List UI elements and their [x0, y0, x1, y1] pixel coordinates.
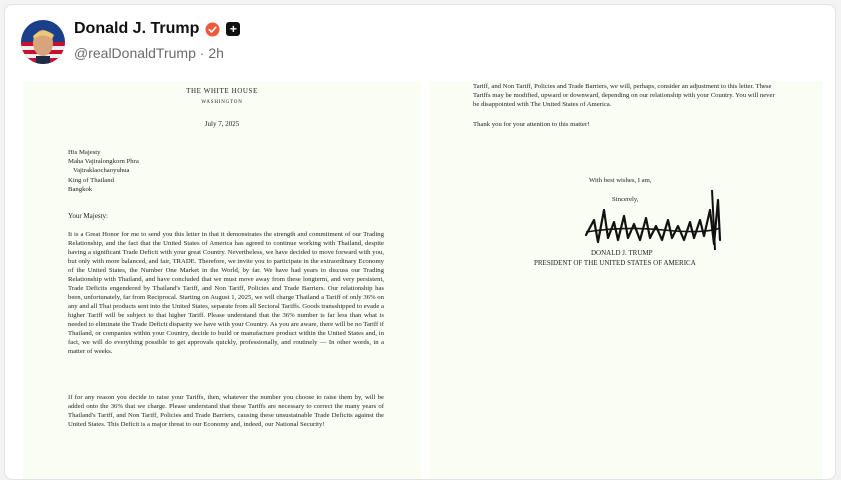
separator: · [199, 45, 205, 61]
avatar[interactable] [21, 20, 65, 64]
post-card [4, 4, 836, 480]
timestamp[interactable]: 2h [208, 45, 224, 61]
letter-paragraph-2: If for any reason you decide to raise your Tariffs, then, whatever the number you choose to raise them by, will be added onto the 36% that we charge. Please understand that these Tariffs are necessary to correct the many years of Thailand's Tariff, and Non Tariff, Policies and Trade Barriers, causing these unsustainable Trade Deficits against the United States. This Deficit is a major threat to our Economy and, indeed, our National Security! [68, 394, 384, 428]
letterhead-title: THE WHITE HOUSE [186, 87, 258, 95]
address-line: Maha Vajiralongkorn Phra [68, 158, 139, 166]
signer-name: DONALD J. TRUMP [591, 249, 653, 257]
signature-image [584, 180, 724, 260]
address-line: Bangkok [68, 185, 93, 193]
letter-paragraph-1: It is a Great Honor for me to send you this letter in that it demonstrates the strength and commitment of our Trading Relationship, and the fact that the United States of America has agreed to continue working with Thailand, despite having a significant Trade Deficit with your great Country. Nevertheless, we have decided to move forward with you, but only with more balanced, and fair, TRADE. Therefore, we invite you to participate in the extraordinary Economy of the United States, the Number One Market in the World, by far. We have had years to discuss our Trading Relationship with Thailand, and have concluded that we must move away from these longterm, and very persistent, Trade Deficits engendered by Thailand's Tariff, and Non Tariff, Policies and Trade Barriers. Our relationship has been, unfortunately, far from Reciprocal. Starting on August 1, 2025, we will charge Thailand a Tariff of only 36% on any and all Thai products sent into the United States, separate from all Sectoral Tariffs. Goods transshipped to evade a higher Tariff will be subject to that higher Tariff. Please understand that the 36% number is far less than what is needed to eliminate the Trade Deficit disparity we have with your Country. As you are aware, there will be no Tariff if Thailand, or companies within your Country, decide to build or manufacture product within the United States and, in fact, we will do everything possible to get approvals quickly, professionally, and routinely — In other words, in a matter of weeks. [68, 231, 384, 355]
verified-badge-icon [205, 22, 220, 37]
thanks-line: Thank you for your attention to this matter! [473, 121, 590, 128]
recipient-address [68, 148, 139, 194]
address-line: Vajiraklaochaoyuhua [73, 167, 130, 175]
letterhead-subtitle: WASHINGTON [201, 100, 243, 105]
salutation: Your Majesty: [68, 212, 108, 220]
sincerely-line: Sincerely, [612, 196, 639, 203]
plus-badge-icon: + [226, 22, 240, 36]
closing-line: With best wishes, I am, [589, 177, 652, 184]
letter-page-2[interactable] [429, 81, 823, 479]
post-meta [74, 45, 224, 61]
handle[interactable]: @realDonaldTrump [74, 45, 196, 61]
signer-title: PRESIDENT OF THE UNITED STATES OF AMERICA [534, 259, 696, 267]
letter-date: July 7, 2025 [204, 120, 240, 128]
letter-page-1[interactable] [23, 81, 421, 479]
display-name[interactable]: Donald J. Trump [74, 20, 200, 37]
letter-paragraph-continued: Tariff, and Non Tariff, Policies and Trade Barriers, we will, perhaps, consider an adjustment to this letter. These Tariffs may be modified, upward or downward, depending on our relationship with your Country. You will never be disappointed with The United States of America. [473, 83, 775, 108]
address-line: His Majesty [68, 149, 101, 156]
address-line: King of Thailand [68, 176, 114, 184]
